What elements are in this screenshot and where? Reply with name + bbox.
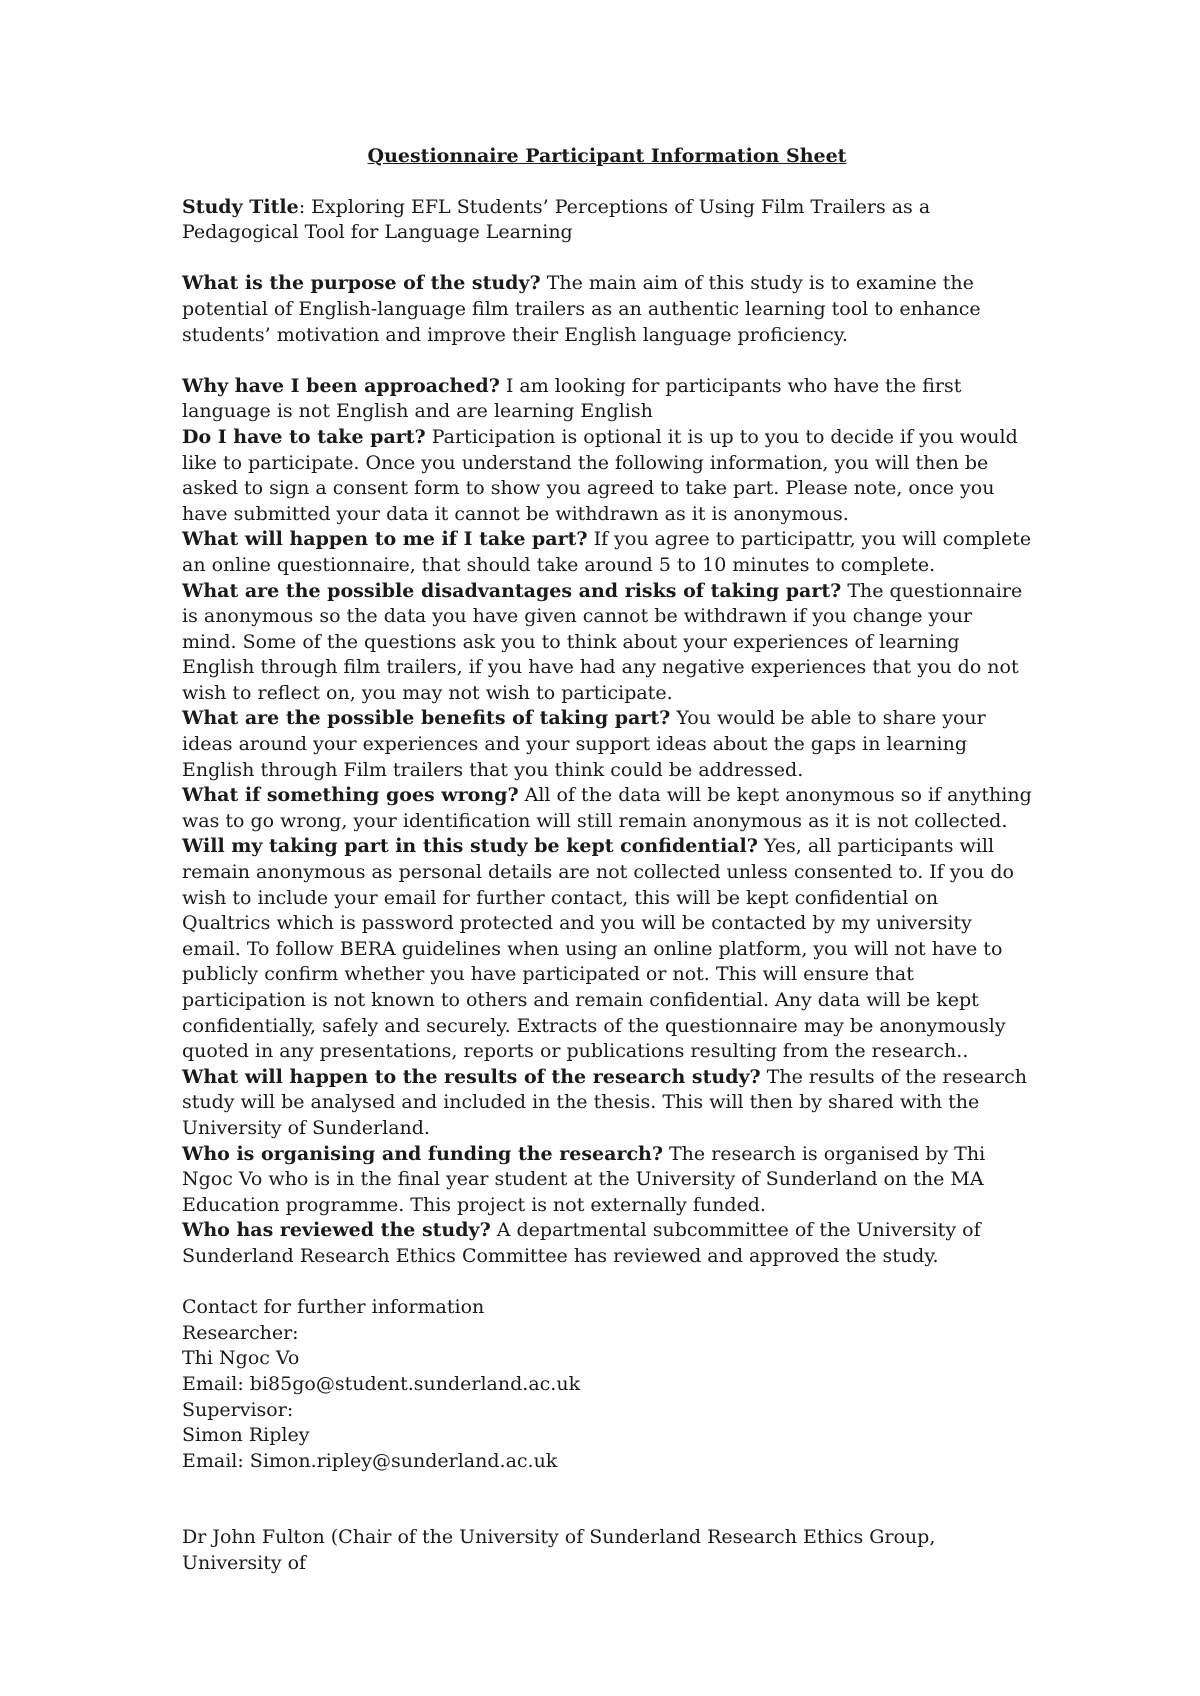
- section-answer: A departmental subcommittee of the University of Sunderland Research Ethics Committee has reviewed and approved the study.: [182, 1219, 981, 1267]
- spacer: [182, 1474, 1032, 1525]
- section-question: What if something goes wrong?: [182, 784, 519, 807]
- spacer: [182, 246, 1032, 272]
- section-question: Who has reviewed the study?: [182, 1219, 491, 1242]
- researcher-email: Email: bi85go@student.sunderland.ac.uk: [182, 1372, 581, 1395]
- section-answer: I am looking for participants who have the first language is not English and are learning English: [182, 374, 962, 423]
- chair-line: Dr John Fulton (Chair of the University of Sunderland Research Ethics Group, University of: [182, 1526, 936, 1574]
- section-answer: All of the data will be kept anonymous so if anything was to go wrong, your identification will still remain anonymous as it is not collected.: [182, 784, 1032, 832]
- section-question: Do I have to take part?: [182, 425, 426, 448]
- section-question: What are the possible benefits of taking part?: [182, 707, 671, 730]
- section-answer: The main aim of this study is to examine the potential of English-language film trailers as an authentic learning tool to enhance students’ motivation and improve their English language proficiency.: [182, 272, 981, 346]
- researcher-label: Researcher:: [182, 1321, 299, 1344]
- section-question: Will my taking part in this study be kept confidential?: [182, 835, 758, 858]
- study-title-label: Study Title: [182, 195, 299, 218]
- section-answer: Participation is optional it is up to you to decide if you would like to participate. Once you understand the following information, you will then be asked to sign a consent form to show you agreed to take part. Please note, once you have submitted your data it cannot be withdrawn as it is anonymous.: [182, 425, 1018, 525]
- section-question: Who is organising and funding the research?: [182, 1142, 663, 1165]
- contact-block: [182, 1295, 1032, 1474]
- section-risks: [182, 579, 1032, 707]
- section-answer: You would be able to share your ideas around your experiences and your support ideas about the gaps in learning English through Film trailers that you think could be addressed.: [182, 707, 986, 781]
- section-results: [182, 1065, 1032, 1142]
- researcher-name: Thi Ngoc Vo: [182, 1347, 300, 1370]
- section-reviewed: [182, 1218, 1032, 1269]
- section-approached: [182, 374, 1032, 425]
- supervisor-email: Email: Simon.ripley@sunderland.ac.uk: [182, 1449, 558, 1472]
- section-answer: The questionnaire is anonymous so the data you have given cannot be withdrawn if you change your mind. Some of the questions ask you to think about your experiences of learning English through film trailers, if you have had any negative experiences that you do not wish to reflect on, you may not wish to participate.: [182, 579, 1023, 704]
- section-what-happens: [182, 527, 1032, 578]
- study-title-text: : Exploring EFL Students’ Perceptions of Using Film Trailers as a Pedagogical Tool for Language Learning: [182, 195, 931, 244]
- section-organising: [182, 1142, 1032, 1219]
- document-body: [182, 144, 1032, 1576]
- supervisor-name: Simon Ripley: [182, 1424, 310, 1447]
- section-confidential: [182, 834, 1032, 1064]
- section-question: Why have I been approached?: [182, 374, 500, 397]
- section-purpose: [182, 271, 1032, 348]
- section-answer: The research is organised by Thi Ngoc Vo who is in the final year student at the University of Sunderland on the MA Education programme. This project is not externally funded.: [182, 1142, 986, 1216]
- section-goes-wrong: [182, 783, 1032, 834]
- section-question: What is the purpose of the study?: [182, 272, 541, 295]
- section-answer: Yes, all participants will remain anonymous as personal details are not collected unless consented to. If you do wish to include your email for further contact, this will be kept confidential on Qualtrics which is password protected and you will be contacted by my university email. To follow BERA guidelines when using an online platform, you will not have to publicly confirm whether you have participated or not. This will ensure that participation is not known to others and remain confidential. Any data will be kept confidentially, safely and securely. Extracts of the questionnaire may be anonymously quoted in any presentations, reports or publications resulting from the research..: [182, 835, 1014, 1063]
- spacer: [182, 348, 1032, 374]
- section-question: What will happen to the results of the research study?: [182, 1065, 761, 1088]
- document-title: Questionnaire Participant Information Sheet: [367, 145, 847, 167]
- study-title-paragraph: [182, 195, 1032, 246]
- spacer: [182, 1270, 1032, 1296]
- section-question: What will happen to me if I take part?: [182, 528, 588, 551]
- section-take-part: [182, 425, 1032, 527]
- contact-heading: Contact for further information: [182, 1296, 485, 1319]
- supervisor-label: Supervisor:: [182, 1398, 294, 1421]
- section-question: What are the possible disadvantages and risks of taking part?: [182, 579, 842, 602]
- section-benefits: [182, 706, 1032, 783]
- section-answer: If you agree to participattr, you will complete an online questionnaire, that should take around 5 to 10 minutes to complete.: [182, 528, 1032, 576]
- section-answer: The results of the research study will be analysed and included in the thesis. This will then by shared with the University of Sunderland.: [182, 1065, 1027, 1139]
